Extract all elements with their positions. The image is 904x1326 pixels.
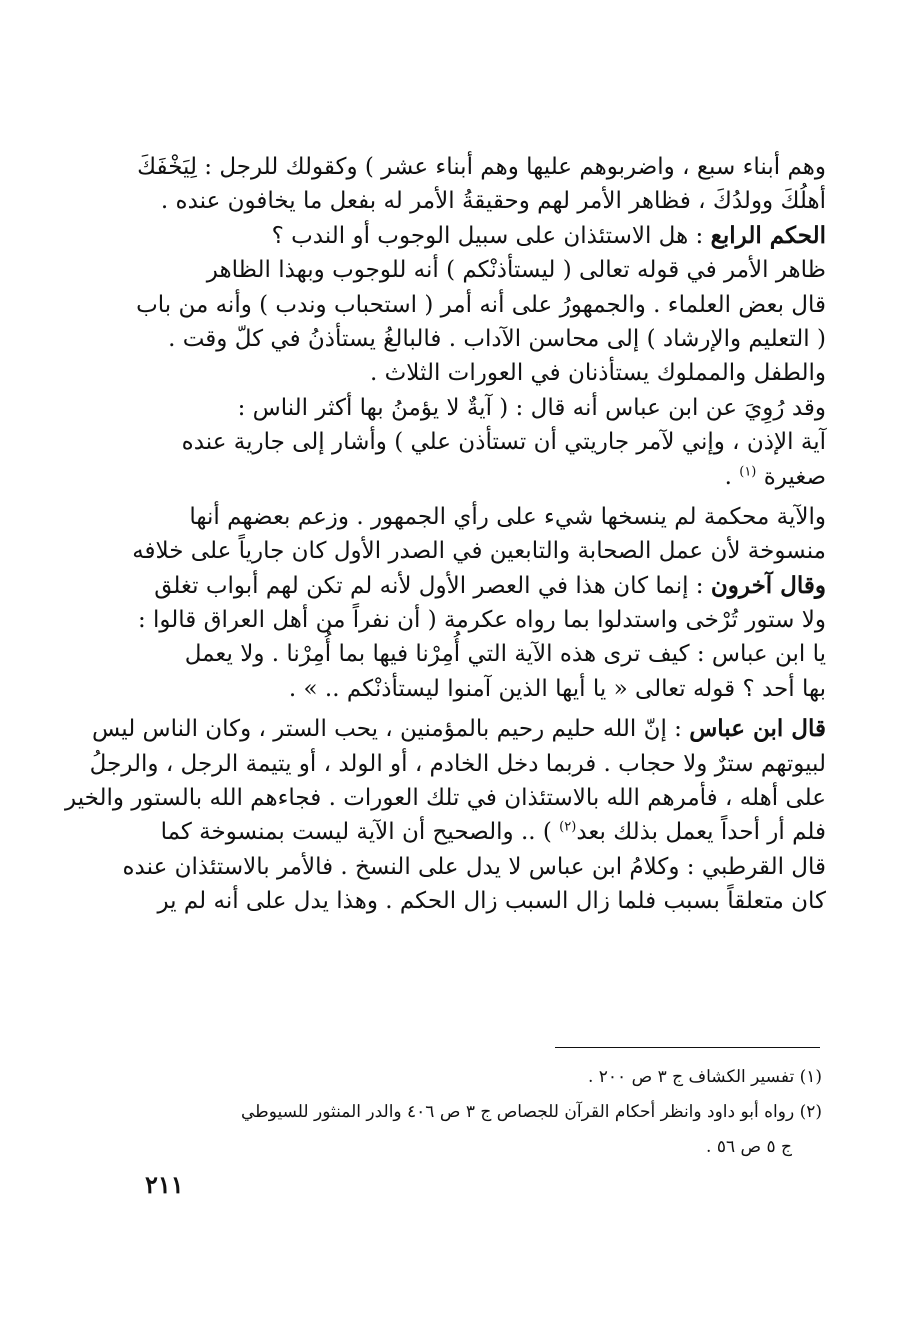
word-small-girl: صغيرة <box>763 463 826 490</box>
footnote-1: (١) تفسير الكشاف ج ٣ ص ٢٠٠ . <box>587 1067 822 1087</box>
text-line: يا ابن عباس : كيف ترى هذه الآية التي أُمِرْنا فيها بما أُمِرْنا . ولا يعمل <box>184 641 826 668</box>
text-line <box>148 569 826 603</box>
footnote-divider <box>555 1047 820 1048</box>
text-line: والآية محكمة لم ينسخها شيء على رأي الجمهور . وزعم بعضهم أنها <box>189 503 826 530</box>
text-line: قال بعض العلماء . والجمهورُ على أنه أمر ( استحباب وندب ) وأنه من باب <box>136 291 826 318</box>
text-line: قال القرطبي : وكلامُ ابن عباس لا يدل على النسخ . فالأمر بالاستئذان عنده <box>122 853 826 880</box>
footnote-marker-1: (١) <box>739 463 757 479</box>
text-line: بها أحد ؟ قوله تعالى « يا أيها الذين آمنوا ليستأذنْكم .. » . <box>288 675 826 702</box>
ibn-abbas-text: : إنّ الله حليم رحيم بالمؤمنين ، يحب الستر ، وكان الناس ليس <box>91 716 690 743</box>
heading-label: الحكم الرابع <box>710 221 826 249</box>
ibn-abbas-label: قال ابن عباس <box>689 715 826 743</box>
text-line <box>148 815 826 849</box>
heading-question: : هل الاستئذان على سبيل الوجوب أو الندب ؟ <box>271 222 711 249</box>
text-line <box>91 712 826 746</box>
footnote-2-continued: ج ٥ ص ٥٦ . <box>706 1137 792 1157</box>
akharun-label: وقال آخرون <box>710 571 826 599</box>
no-one-after: ) .. والصحيح أن الآية ليست بمنسوخة كما <box>160 819 560 846</box>
text-line: أهلُكَ وولدُكَ ، فظاهر الأمر لهم وحقيقةُ الأمر له بفعل ما يخافون عنده . <box>160 188 826 215</box>
text-line: لبيوتهم سترٌ ولا حجاب . فربما دخل الخادم ، أو الولد ، أو يتيمة الرجل ، والرجلُ <box>89 750 826 777</box>
no-one-text: فلم أر أحداً يعمل بذلك بعد <box>576 819 826 846</box>
text-line: وهم أبناء سبع ، واضربوهم عليها وهم أبناء عشر ) وكقولك للرجل : لِيَخْفَكَ <box>137 154 826 180</box>
main-text <box>65 150 826 919</box>
footnotes <box>148 1060 822 1165</box>
akharun-text: : إنما كان هذا في العصر الأول لأنه لم تكن لهم أبواب تغلق <box>154 572 711 599</box>
section-heading <box>148 219 826 253</box>
footnote-marker-2: (٢) <box>559 819 577 835</box>
text-line: منسوخة لأن عمل الصحابة والتابعين في الصدر الأول كان جارياً على خلافه <box>132 538 826 565</box>
text-line <box>148 460 826 494</box>
text-line: ( التعليم والإرشاد ) إلى محاسن الآداب . فالبالغُ يستأذنُ في كلّ وقت . <box>168 325 826 352</box>
text-line: وقد رُوِيَ عن ابن عباس أنه قال : ( آيةٌ لا يؤمنُ بها أكثر الناس : <box>237 394 826 421</box>
footnote-2: (٢) رواه أبو داود وانظر أحكام القرآن للجصاص ج ٣ ص ٤٠٦ والدر المنثور للسيوطي <box>241 1102 822 1122</box>
text-line: ولا ستور تُرْخى واستدلوا بما رواه عكرمة ( أن نفراً من أهل العراق قالوا : <box>137 607 826 634</box>
text-line: ظاهر الأمر في قوله تعالى ( ليستأذنْكم ) أنه للوجوب وبهذا الظاهر <box>206 257 826 284</box>
text-line: على أهله ، فأمرهم الله بالاستئذان في تلك العورات . فجاءهم الله بالستور والخير <box>65 785 826 812</box>
page-number: ٢١١ <box>145 1170 184 1199</box>
text-line: آية الإذن ، وإني لآمر جاريتي أن تستأذن علي ) وأشار إلى جارية عنده <box>181 429 826 456</box>
period: . <box>724 463 740 490</box>
text-line: كان متعلقاً بسبب فلما زال السبب زال الحكم . وهذا يدل على أنه لم ير <box>157 888 826 915</box>
text-line: والطفل والمملوك يستأذنان في العورات الثلاث . <box>370 360 826 387</box>
